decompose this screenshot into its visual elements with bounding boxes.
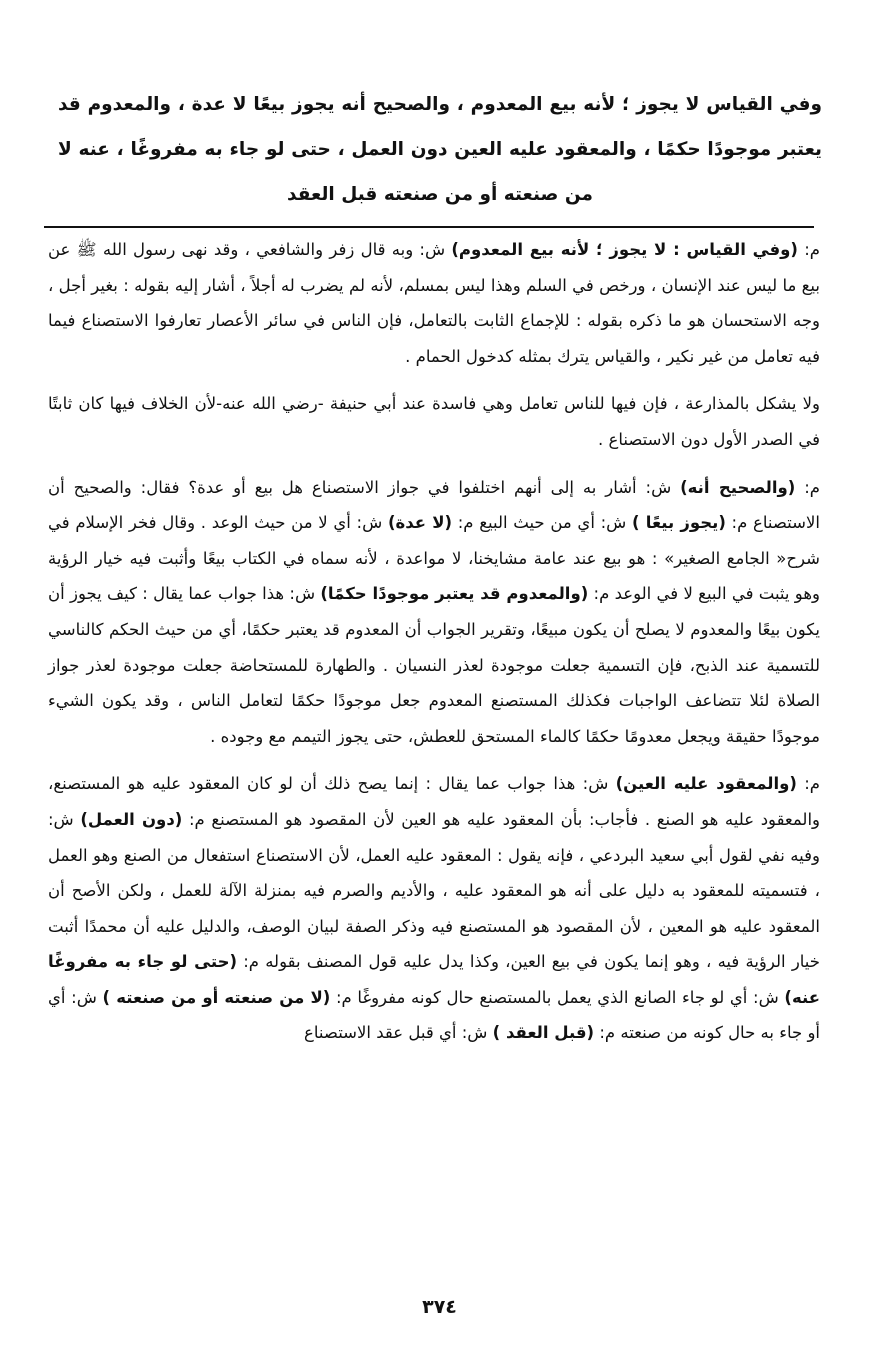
marker: م: [795, 477, 820, 497]
text: ش: أي لو جاء الصانع الذي يعمل بالمستصنع حال كونه مفروغًا م: [330, 987, 785, 1007]
marker: م: [796, 774, 820, 794]
quote: (قبل العقد ) [492, 1023, 595, 1043]
main-text: وفي القياس لا يجوز ؛ لأنه بيع المعدوم ، والصحيح أنه يجوز بيعًا لا عدة ، والمعدوم قد يعتبر موجودًا حكمًا ، والمعقود عليه العين دون العمل ، حتى لو جاء به مفروغًا ، عنه لا من صنعته أو من صنعته قبل العقد [58, 94, 822, 205]
quote: (حتى لو جاء به مفروغًا عنه) [48, 952, 820, 1007]
commentary-paragraph [48, 766, 820, 1051]
text: ش: أي من حيث البيع م: [452, 513, 633, 533]
commentary-paragraph [48, 232, 820, 374]
text: ش: وفيه نفي لقول أبي سعيد البردعي ، فإنه يقول : المعقود عليه العمل، لأن الاستصناع استفعال من الصنع وهو العمل ، فتسميته للمعقود به دليل على أنه هو المعقود عليه ، والأديم والصرم فيه بمنزلة الآلة للعمل ، ولكن الأصح أن المعقود عليه هو المعين ، لأن المقصود هو المستصنع فيه وذكر الصفة لبيان الوصف، والدليل عليه أن محمدًا أثبت خيار الرؤية فيه ، وهو إنما يكون في بيع العين، وكذا يدل عليه قول المصنف بقوله م: [48, 809, 820, 972]
text: ش: أي لا من حيث الوعد . وقال فخر الإسلام في شرح« الجامع الصغير» : هو بيع عند عامة مشايخنا، لا مواعدة ، لأنه سماه في الكتاب بيعًا وأثبت فيه خيار الرؤية وهو يثبت في البيع لا في الوعد م: [48, 513, 820, 604]
text: ش: أي قبل عقد الاستصناع [304, 1023, 493, 1043]
text: ش: وبه قال زفر والشافعي ، وقد نهى رسول الله ﷺ عن بيع ما ليس عند الإنسان ، ورخص في السلم وهذا ليس بمسلم، لأنه لم يضرب له أجلاً ، أشار إليه بقوله : بغير أجل ، وجه الاستحسان هو ما ذكره بقوله : للإجماع الثابت بالتعامل، فإن الناس في سائر الأعصار تعارفوا الاستصناع فيما فيه تعامل من غير نكير ، والقياس يترك بمثله كدخول الحمام . [48, 240, 820, 366]
marker: م: [797, 240, 820, 259]
commentary-paragraph [48, 470, 820, 755]
quote: (دون العمل) [80, 809, 183, 829]
text: ش: أشار به إلى أنهم اختلفوا في جواز الاستصناع هل بيع أو عدة؟ فقال: والصحيح أن الاستصناع م: [48, 477, 820, 533]
text: ش: هذا جواب عما يقال : إنما يصح ذلك أن لو كان المعقود عليه هو المستصنع، والمعقود عليه هو الصنع . فأجاب: بأن المعقود عليه هو العين لأن المقصود هو المستصنع م: [48, 774, 820, 829]
quote: (لا من صنعته أو من صنعته ) [102, 987, 331, 1007]
quote: (والصحيح أنه) [680, 477, 796, 497]
quote: (وفي القياس : لا يجوز ؛ لأنه بيع المعدوم) [451, 240, 798, 259]
text: ش: هذا جواب عما يقال : كيف يجوز أن يكون بيعًا والمعدوم لا يصلح أن يكون مبيعًا، وتقرير الجواب أن المعدوم قد يعتبر حكمًا، أي من حيث الحكم كالناسي للتسمية عند الذبح، فإن التسمية جعلت موجودة لعذر النسيان . والطهارة للمستحاضة جعلت موجودة لعذر جواز الصلاة لئلا تتضاعف الواجبات فكذلك المستصنع المعدوم جعل موجودًا حكمًا لتعامل الناس ، وقد يكون الشيء موجودًا حقيقة ويجعل معدومًا حكمًا كالماء المستحق للعطش، حتى يجوز التيمم مع وجوده . [48, 584, 820, 746]
text: ش: أي أو جاء به حال كونه من صنعته م: [48, 987, 820, 1043]
quote: (والمعقود عليه العين) [615, 774, 797, 794]
separator-line [44, 226, 814, 228]
commentary-paragraph [48, 386, 820, 457]
page-number: ٣٧٤ [422, 1296, 457, 1318]
commentary [48, 232, 820, 1063]
quote: (لا عدة) [387, 513, 453, 533]
quote: (يجوز بيعًا ) [632, 513, 726, 533]
text: ولا يشكل بالمذارعة ، فإن فيها للناس تعامل وهي فاسدة عند أبي حنيفة -رضي الله عنه-لأن الخلاف فيها كان ثابتًا في الصدر الأول دون الاستصناع . [48, 394, 820, 449]
quote: (والمعدوم قد يعتبر موجودًا حكمًا) [320, 584, 589, 604]
